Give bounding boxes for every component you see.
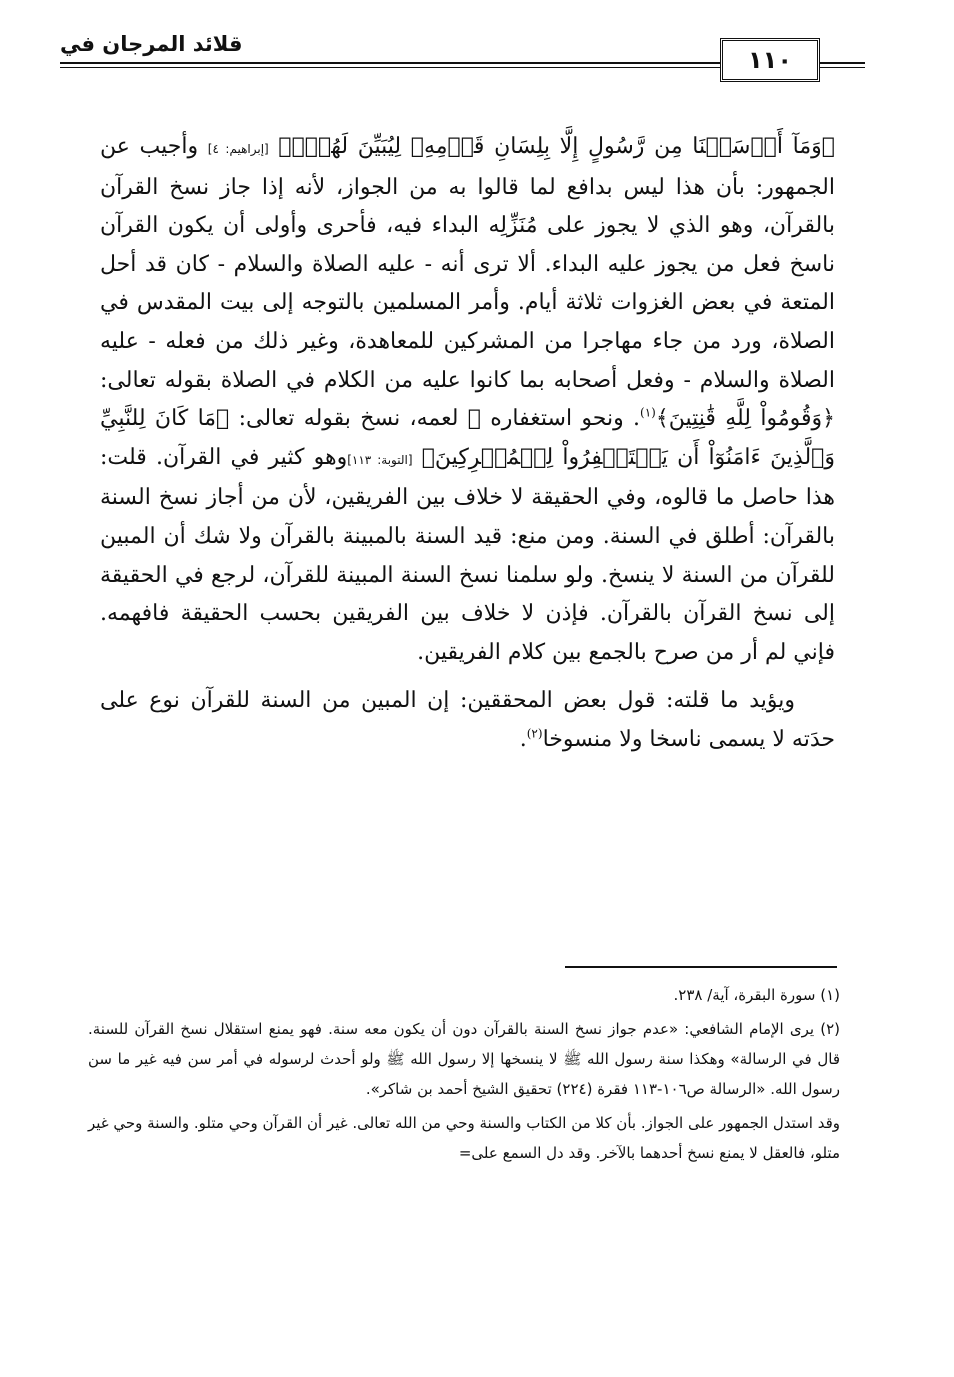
quran-verse: ﴿وَقُومُواْ لِلَّهِ قَٰنِتِينَ﴾ bbox=[655, 406, 835, 432]
paragraph bbox=[100, 682, 835, 759]
verse-reference: [التوبة: ١١٣] bbox=[347, 452, 413, 467]
quran-verse: ﴿مَا كَانَ لِلنَّبِيِّ وَٱلَّذِينَ ءَامَنُوٓاْ أَن يَسۡتَغۡفِرُواْ لِلۡمُشۡرِكِينَ﴾ bbox=[100, 406, 836, 470]
header-rule bbox=[60, 67, 720, 68]
verse-reference: [إبراهيم: ٤] bbox=[207, 142, 269, 156]
running-title: قلائد المرجان في bbox=[60, 32, 243, 56]
quran-verse: ﴿وَمَآ أَرۡسَلۡنَا مِن رَّسُولٍ إِلَّا بِلِسَانِ قَوۡمِهِۦ لِيُبَيِّنَ لَهُمۡۖ﴾ bbox=[278, 134, 835, 159]
footnote-separator bbox=[565, 966, 837, 968]
header-rule bbox=[60, 62, 720, 64]
footnote-marker: (٢) bbox=[526, 726, 543, 741]
paragraph-end: . bbox=[519, 726, 527, 752]
paragraph bbox=[100, 128, 835, 672]
paragraph-text: وهو كثير في القرآن. قلت: هذا حاصل ما قالوه، وفي الحقيقة لا خلاف بين الفريقين، لأن من أجاز نسخ السنة بالقرآن: أطلق في السنة. ومن منع: قيد السنة بالمبينة بالقرآن ولا شك أن المبين للقرآن من السنة لا ينسخ. ولو سلمنا نسخ السنة المبينة للقرآن، لرجع في الحقيقة إلى نسخ القرآن بالقرآن. فإذن لا خلاف بين الفريقين بحسب الحقيقة فافهمه. فإني لم أر من صرح بالجمع بين كلام الفريقين. bbox=[100, 444, 836, 665]
main-text bbox=[100, 128, 835, 760]
page-header bbox=[30, 22, 930, 82]
paragraph-text: وأجيب عن الجمهور: بأن هذا ليس بدافع لما قالوا به من الجواز، لأنه إذا جاز نسخ القرآن بالقرآن، وهو الذي لا يجوز على مُنَزِّلِه البداء فيه، فأحرى وأولى أن يكون القرآن ناسخ فعل من يجوز عليه البداء. ألا ترى أنه - عليه الصلاة والسلام - كان قد أحل المتعة في بعض الغزوات ثلاثة أيام. وأمر المسلمين بالتوجه إلى بيت المقدس في الصلاة، ورد من جاء مهاجرا من المشركين للمعاهدة، وغير ذلك من فعله - عليه الصلاة والسلام - وفعل أصحابه بما كانوا عليه من الكلام في الصلاة بقوله تعالى: bbox=[100, 134, 835, 393]
paragraph-text: . ونحو استغفاره ﷺ لعمه، نسخ بقوله تعالى: bbox=[238, 406, 641, 432]
page-number: ١١٠ bbox=[720, 38, 820, 82]
paragraph-text: ويؤيد ما قلته: قول بعض المحققين: إن المبين من السنة للقرآن نوع على حدَته لا يسمى ناسخا ولا منسوخا bbox=[100, 688, 835, 752]
header-rule bbox=[820, 67, 865, 68]
footnote-continuation: وقد استدل الجمهور على الجواز. بأن كلا من الكتاب والسنة وحي من الله تعالى. غير أن القرآن وحي متلو. والسنة وحي غير متلو، فالعقل لا يمنع نسخ أحدهما بالآخر. وقد دل السمع على= bbox=[87, 1114, 840, 1162]
footnote-2: (٢) يرى الإمام الشافعي: «عدم جواز نسخ السنة بالقرآن دون أن يكون معه سنة. فهو يمنع استقلال نسخ القرآن للسنة. قال في الرسالة» وهكذا سنة رسول الله ﷺ لا ينسخها إلا رسول الله ﷺ ولو أحدث لرسوله في أمر سن فيه غير ما سن رسول الله. «الرسالة ص١٠٦-١١٣ فقرة (٢٢٤) تحقيق الشيخ أحمد بن شاكر». bbox=[88, 1020, 840, 1098]
footnotes bbox=[88, 980, 840, 1168]
footnote-1: (١) سورة البقرة، آية/ ٢٣٨. bbox=[673, 986, 840, 1004]
header-rule bbox=[820, 62, 865, 64]
footnote-marker: (١) bbox=[640, 405, 656, 420]
